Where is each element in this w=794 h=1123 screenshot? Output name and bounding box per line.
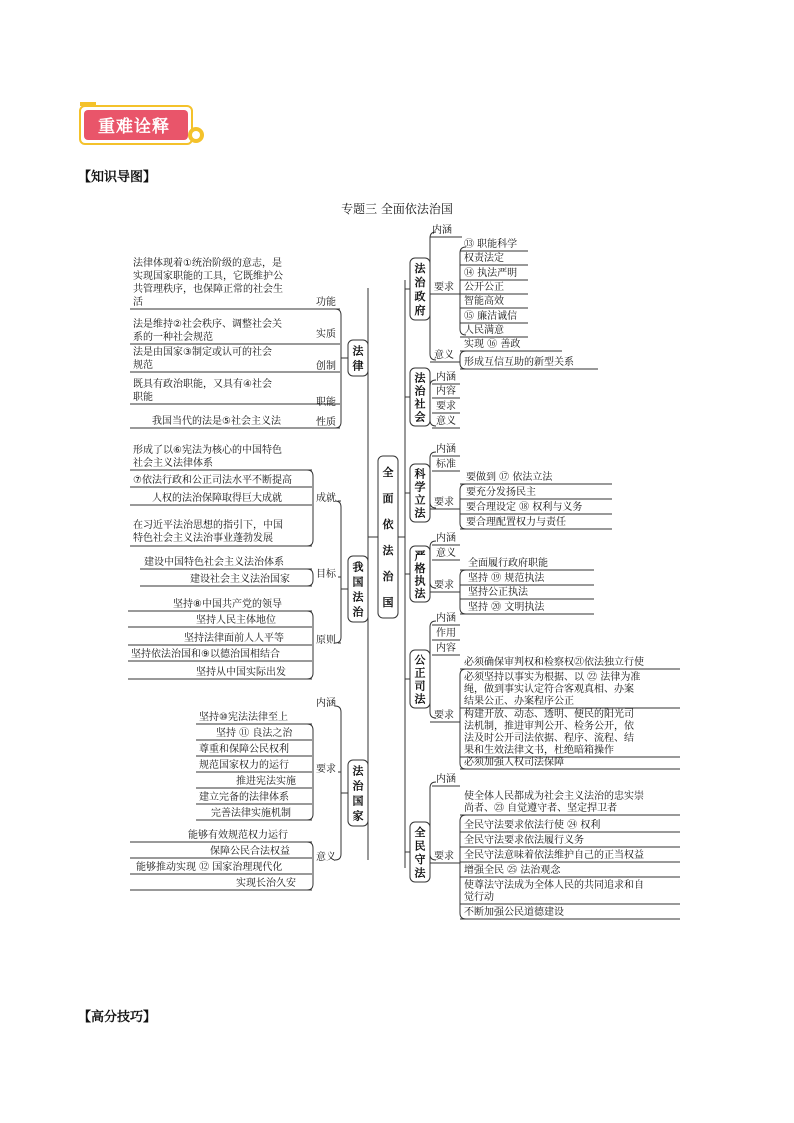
mubiao-item-text: 建设社会主义法治国家	[190, 574, 290, 585]
guojia-brace	[335, 706, 341, 860]
guojia-yaoqiu-item: 完善法律实施机制	[211, 808, 291, 819]
falv-node-label-char: 法	[352, 344, 364, 358]
guojia-yiyi-brace	[307, 842, 313, 890]
sifa-item-text: 必须加强人权司法保障	[464, 757, 564, 768]
yuanze-category: 原则	[316, 635, 336, 646]
falv-category: 性质	[316, 417, 336, 428]
zhifa-item: 全面履行政府职能	[468, 558, 548, 569]
sifa-top-item: 内容	[436, 643, 456, 654]
zhifa-neihan: 内涵	[436, 533, 456, 544]
zhengfu-node-label-char: 法	[414, 262, 426, 275]
zhengfu-node-label-char: 政	[414, 290, 426, 303]
chengjiu-category: 成就	[316, 493, 336, 504]
zhengfu-node-label-char: 治	[414, 276, 426, 289]
guojia-node-label-char: 家	[352, 809, 364, 823]
sifa-item-text: 绳，做到事实认定符合客观真相、办案	[464, 684, 634, 695]
shoufa-item-text: 全民守法意味着依法维护自己的正当权益	[464, 850, 644, 861]
shoufa-item-text: 全民守法要求依法履行义务	[464, 835, 584, 846]
zhifa-node-label-char: 格	[414, 561, 426, 575]
falv-category: 创制	[316, 361, 336, 372]
zhengfu-yiyi-item: 实现 ⑯ 善政	[464, 339, 521, 350]
shoufa-node-label-char: 民	[414, 839, 426, 853]
mubiao-category: 目标	[316, 569, 336, 580]
sifa-item-text: 必须坚持以事实为根据、以 ㉒ 法律为准	[464, 672, 641, 683]
shehui-item: 意义	[436, 416, 456, 427]
shoufa-item-text: 尚者、㉓ 自觉遵守者、坚定捍卫者	[464, 803, 618, 814]
shoufa-node-label-char: 法	[414, 866, 426, 880]
zhifa-node-label-char: 法	[414, 586, 426, 600]
center-node-label-char: 法	[382, 544, 394, 557]
yuanze-item-text: 坚持依法治国和⑨以德治国相结合	[131, 649, 280, 660]
guojia-node-label-char: 国	[352, 794, 364, 808]
sifa-top-item: 内涵	[436, 613, 456, 624]
chengjiu-item-text: 在习近平法治思想的指引下，中国	[133, 520, 283, 531]
shoufa-item-text: 增强全民 ㉕ 法治观念	[464, 865, 561, 876]
sifa-item-text: 必须确保审判权和检察权㉑依法独立行使	[464, 657, 644, 668]
zhengfu-yaoqiu-item: ⑮ 廉洁诚信	[464, 311, 518, 322]
falv-item-text: 规范	[133, 360, 153, 371]
falv-item-text: 法是由国家③制定或认可的社会	[133, 347, 272, 358]
guojia-yaoqiu-item: 坚持⑩宪法法律至上	[199, 712, 288, 723]
sifa-node-label-char: 正	[414, 666, 426, 680]
skills-section-label: 【高分技巧】	[78, 1010, 157, 1025]
shoufa-item-text: 全民守法要求依法行使 ㉔ 权利	[464, 820, 601, 831]
sifa-item-text: 法及时公开司法依据、程序、流程、结	[464, 733, 634, 744]
guojia-yiyi-item: 能够推动实现 ⑫ 国家治理现代化	[136, 862, 283, 873]
sifa-yaoqiu-category: 要求	[434, 710, 454, 721]
guojia-node-label-char: 治	[352, 779, 364, 793]
shoufa-item-text: 使全体人民都成为社会主义法治的忠实崇	[464, 791, 644, 802]
chengjiu-item-text: ⑦依法行政和公正司法水平不断提高	[133, 475, 292, 486]
sifa-top-item: 作用	[436, 628, 456, 639]
diagram-title: 专题三 全面依法治国	[341, 202, 453, 216]
woguo-node-label-char: 治	[352, 605, 364, 619]
zhengfu-yaoqiu-item: 人民满意	[464, 325, 504, 336]
guojia-yiyi-category: 意义	[316, 852, 336, 863]
falv-node-label-char: 律	[352, 359, 364, 373]
falv-item-text: 法是维持②社会秩序、调整社会关	[133, 319, 282, 330]
yuanze-item-text: 坚持⑧中国共产党的领导	[173, 599, 282, 610]
shoufa-node-label-char: 全	[414, 825, 426, 839]
falv-item-text: 共管理秩序，也保障正常的社会生	[133, 284, 283, 295]
guojia-yaoqiu-item: 建立完备的法律体系	[199, 792, 289, 803]
shoufa-item-text: 使尊法守法成为全体人民的共同追求和自	[464, 880, 644, 891]
zhifa-item: 坚持公正执法	[468, 587, 528, 598]
zhengfu-yaoqiu-item: 权责法定	[464, 253, 504, 264]
chengjiu-brace	[307, 470, 313, 546]
shehui-node-label-char: 社	[414, 397, 426, 411]
shehui-item: 内容	[436, 386, 456, 397]
shoufa-node-label-char: 守	[414, 852, 426, 866]
lifa-yaoqiu-category: 要求	[434, 497, 454, 508]
sifa-node-label-char: 司	[414, 679, 426, 693]
falv-item-text: 系的一种社会规范	[133, 332, 213, 343]
woguo-node-label-char: 国	[352, 575, 364, 589]
chengjiu-item-text: 形成了以⑥宪法为核心的中国特色	[133, 445, 282, 456]
woguo-node-label-char: 我	[352, 560, 364, 574]
banner-title: 重难诠释	[98, 117, 170, 137]
lifa-item: 要充分发扬民主	[466, 487, 536, 498]
sifa-item-text: 果和生效法律文书，杜绝暗箱操作	[464, 745, 614, 756]
center-node-label-char: 依	[382, 518, 394, 531]
sifa-item-text: 法机制，推进审判公开、检务公开，依	[464, 721, 634, 732]
falv-item-text: 职能	[133, 392, 153, 403]
zhengfu-yaoqiu-item: 智能高效	[464, 296, 504, 307]
center-node-label-char: 治	[382, 570, 394, 583]
center-node-box	[378, 456, 398, 618]
guojia-yiyi-item: 实现长治久安	[236, 878, 296, 889]
shehui-item: 内涵	[436, 372, 456, 383]
mubiao-brace	[307, 569, 313, 586]
shehui-item: 要求	[436, 401, 456, 412]
woguo-node-label-char: 法	[352, 590, 364, 604]
lifa-item: 要做到 ⑰ 依法立法	[466, 472, 553, 483]
guojia-yaoqiu-item: 尊重和保障公民权利	[199, 744, 289, 755]
zhengfu-brace	[430, 232, 436, 360]
zhengfu-yiyi-category: 意义	[434, 350, 454, 361]
shoufa-item-text: 觉行动	[464, 892, 494, 903]
shoufa-yaoqiu-category: 要求	[434, 851, 454, 862]
falv-category: 功能	[316, 297, 336, 308]
mubiao-item-text: 建设中国特色社会主义法治体系	[144, 557, 284, 568]
lifa-item: 要合理设定 ⑱ 权利与义务	[466, 502, 583, 513]
mindmap-section-label: 【知识导图】	[78, 170, 157, 185]
sifa-item-text: 构建开放、动态、透明、便民的阳光司	[464, 709, 634, 720]
shoufa-brace	[430, 782, 436, 860]
chengjiu-item-text: 人权的法治保障取得巨大成就	[152, 493, 282, 504]
guojia-yaoqiu-item: 推进宪法实施	[236, 776, 296, 787]
yuanze-item-text: 坚持人民主体地位	[196, 615, 276, 626]
zhifa-yaoqiu-category: 要求	[434, 580, 454, 591]
lifa-node-label-char: 法	[414, 506, 426, 520]
chengjiu-item-text: 特色社会主义法治事业蓬勃发展	[133, 533, 273, 544]
zhengfu-yaoqiu-item: ⑭ 执法严明	[464, 268, 518, 279]
shoufa-neihan: 内涵	[436, 774, 456, 785]
guojia-yiyi-item: 能够有效规范权力运行	[188, 830, 288, 841]
center-node-label-char: 国	[382, 596, 394, 609]
lifa-item: 要合理配置权力与责任	[466, 517, 566, 528]
shehui-node-label-char: 会	[414, 410, 426, 424]
guojia-yaoqiu-item: 坚持 ⑪ 良法之治	[216, 728, 293, 739]
shehui-node-label-char: 治	[414, 384, 426, 398]
center-node-label-char: 面	[382, 492, 394, 505]
zhifa-yaoqiu-brace	[460, 570, 466, 614]
sifa-node-label-char: 法	[414, 692, 426, 706]
zhifa-yiyi: 意义	[436, 548, 456, 559]
falv-item-text: 活	[133, 297, 143, 308]
zhifa-node-label-char: 执	[414, 574, 426, 588]
zhifa-item: 坚持 ⑳ 文明执法	[468, 602, 545, 613]
shehui-node-label-char: 法	[414, 371, 426, 385]
center-node-label-char: 全	[382, 466, 394, 479]
falv-item-text: 法律体现着①统治阶级的意志，是	[133, 258, 282, 269]
falv-item-text: 实现国家职能的工具，它既维护公	[133, 271, 283, 282]
yuanze-item-text: 坚持从中国实际出发	[196, 667, 286, 678]
zhengfu-yaoqiu-category: 要求	[434, 282, 454, 293]
zhengfu-yaoqiu-item: ⑬ 职能科学	[464, 239, 518, 250]
zhifa-item: 坚持 ⑲ 规范执法	[468, 573, 545, 584]
zhifa-node-label-char: 严	[414, 549, 426, 563]
sifa-node-label-char: 公	[414, 653, 426, 667]
lifa-node-label-char: 立	[414, 493, 426, 507]
falv-item-text: 我国当代的法是⑤社会主义法	[152, 416, 281, 427]
yuanze-item-text: 坚持法律面前人人平等	[184, 633, 284, 644]
guojia-neihan: 内涵	[316, 698, 336, 709]
zhengfu-yaoqiu-item: 公开公正	[464, 282, 504, 293]
lifa-node-label-char: 科	[414, 467, 426, 481]
guojia-yaoqiu-item: 规范国家权力的运行	[199, 760, 289, 771]
falv-category: 职能	[316, 397, 336, 408]
lifa-node-label-char: 学	[414, 480, 426, 494]
guojia-node-label-char: 法	[352, 764, 364, 778]
lifa-biaozhun: 标准	[436, 459, 456, 470]
shoufa-item-text: 不断加强公民道德建设	[464, 907, 564, 918]
lifa-neihan: 内涵	[436, 444, 456, 455]
zhengfu-neihan: 内涵	[432, 225, 452, 236]
zhengfu-yiyi-item: 形成互信互助的新型关系	[464, 357, 574, 368]
sifa-item-text: 结果公正、办案程序公正	[464, 696, 574, 707]
guojia-yiyi-item: 保障公民合法权益	[210, 846, 290, 857]
chengjiu-item-text: 社会主义法律体系	[133, 458, 213, 469]
falv-category: 实质	[316, 329, 336, 340]
guojia-yaoqiu-category: 要求	[316, 764, 336, 775]
falv-item-text: 既具有政治职能，又具有④社会	[133, 379, 272, 390]
zhengfu-node-label-char: 府	[414, 304, 426, 317]
